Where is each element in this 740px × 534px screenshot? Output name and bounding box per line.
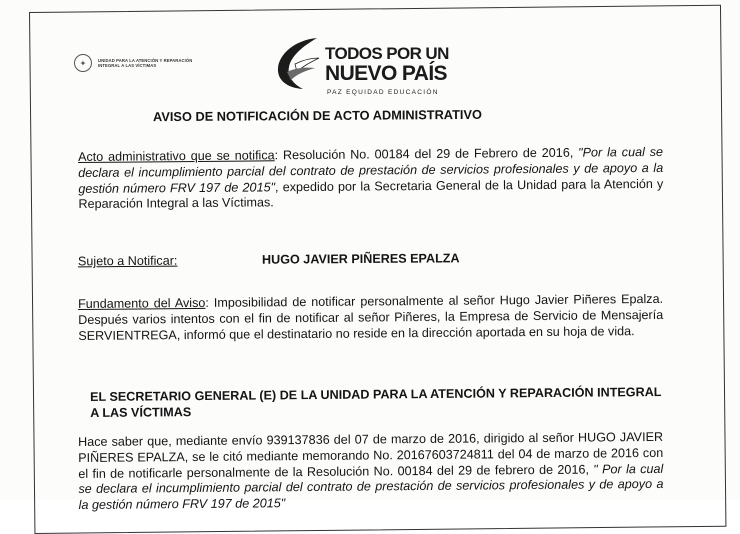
act-italic-quote: "Por la cual se declara el incumplimiento parcial del contrato de prestación de servicios profesionales y de apoyo a la gestión número FRV 197 de 2015" xyxy=(78,144,664,196)
unit-logo-text: UNIDAD PARA LA ATENCIÓN Y REPARACIÓN INTEGRAL A LAS VÍCTIMAS xyxy=(98,58,193,68)
notice-paragraph xyxy=(78,430,664,514)
coat-of-arms-icon: ✦ xyxy=(74,54,92,72)
subject-label: Sujeto a Notificar: xyxy=(77,253,178,269)
grounds-label: Fundamento del Aviso xyxy=(78,295,206,311)
grounds-text: : Imposibilidad de notificar personalmente al señor Hugo Javier Piñeres Epalza. Después varios intentos con el fin de notificar al señor Piñeres, la Empresa de Servicio de Mensajería SERVIENTREGA, informó que el destinatario no reside en la dirección aportada en su hoja de vida. xyxy=(78,291,664,343)
act-paragraph xyxy=(78,145,664,213)
brand-tagline: PAZ EQUIDAD EDUCACIÓN xyxy=(327,89,439,96)
brand-line-2: NUEVO PAÍS xyxy=(325,62,447,85)
notice-italic-quote: " Por la cual se declara el incumplimiento parcial del contrato de prestación de servicios profesionales y de apoyo a la gestión número FRV 197 de 2015" xyxy=(78,461,664,513)
act-text-after: , expedido por la Secretaria General de la Unidad para la Atención y Reparación Integral a las Víctimas. xyxy=(78,176,664,212)
secretary-heading: EL SECRETARIO GENERAL (E) DE LA UNIDAD PARA LA ATENCIÓN Y REPARACIÓN INTEGRAL A LAS VÍCTIMAS xyxy=(90,385,662,420)
unit-logo xyxy=(74,54,208,72)
grounds-paragraph xyxy=(78,292,663,344)
brand-swoosh-icon xyxy=(273,34,323,92)
government-brand-logo xyxy=(273,28,513,104)
brand-line-1: TODOS POR UN xyxy=(325,44,449,63)
act-label: Acto administrativo que se notifica xyxy=(78,148,275,164)
subject-name: HUGO JAVIER PIÑERES EPALZA xyxy=(261,251,460,267)
notice-text: Hace saber que, mediante envío 939137836 del 07 de marzo de 2016, dirigido al señor HUGO JAVIER PIÑERES EPALZA, se le citó mediante memorando No. 20167603724811 del 04 de marzo de 2016 con el fin de notificarle personalmente de la Resolución No. 00184 del 29 de febrero de 2016, xyxy=(78,429,664,481)
act-text: : Resolución No. 00184 del 29 de Febrero de 2016, xyxy=(274,145,579,163)
document-header xyxy=(40,20,720,110)
document-title: AVISO DE NOTIFICACIÓN DE ACTO ADMINISTRATIVO xyxy=(152,106,482,125)
